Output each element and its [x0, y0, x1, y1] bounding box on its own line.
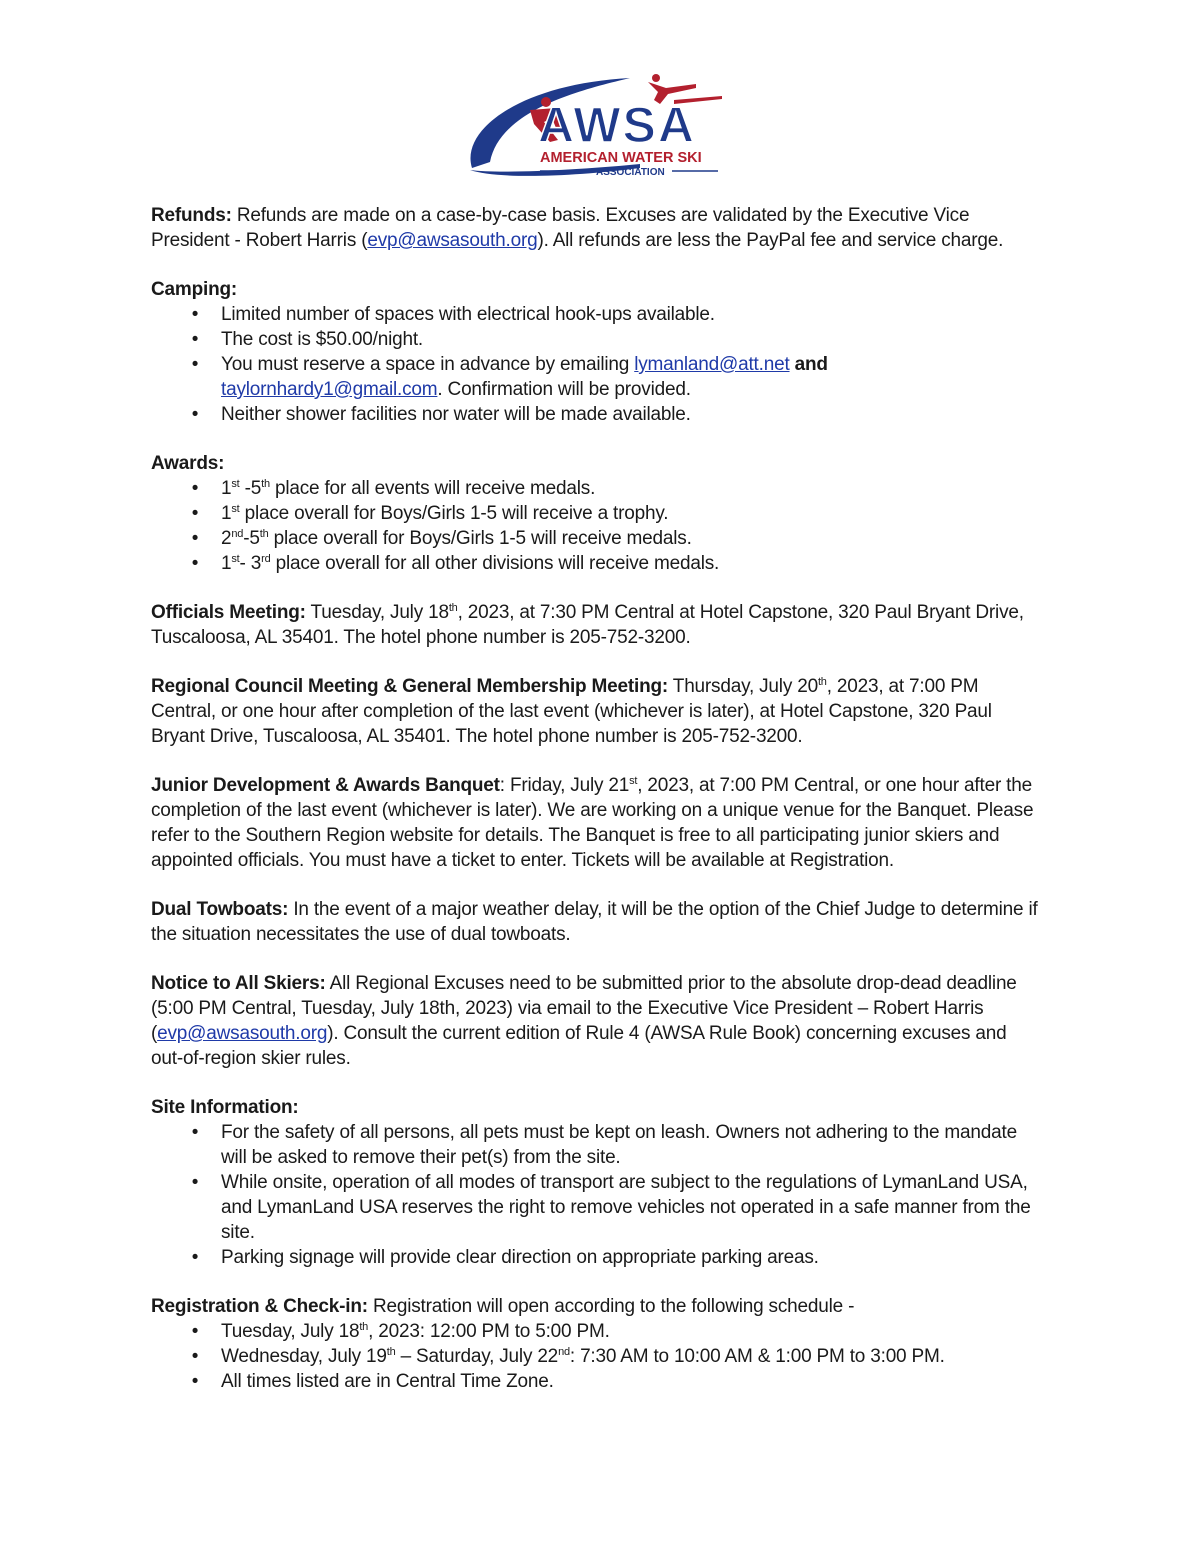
bullet-icon: •	[191, 1172, 199, 1193]
refunds-text-1: Refunds are made on a case-by-case basis. Excuses are validated by the Executive Vice President - Robert Harris (	[151, 205, 970, 251]
bullet-icon: •	[191, 1371, 199, 1392]
camping-heading: Camping:	[151, 279, 238, 300]
towboats-heading: Dual Towboats:	[151, 899, 289, 920]
awards-section	[151, 451, 1041, 576]
ordinal-sup: th	[817, 676, 827, 688]
list-item	[151, 1170, 1041, 1245]
awards-list	[151, 476, 1041, 576]
registration-list	[151, 1319, 1041, 1394]
registration-intro: Registration will open according to the following schedule -	[367, 1296, 855, 1317]
list-item	[151, 1369, 1041, 1394]
bullet-icon: •	[191, 478, 199, 499]
towboats-section	[151, 897, 1041, 947]
bullet-icon: •	[191, 553, 199, 574]
awards-text: place overall for Boys/Girls 1-5 will receive a trophy.	[239, 503, 669, 524]
notice-section	[151, 971, 1041, 1071]
ordinal-sup: nd	[231, 528, 244, 540]
ordinal-sup: st	[231, 553, 240, 565]
refunds-section	[151, 203, 1041, 253]
site-item-text: While onsite, operation of all modes of transport are subject to the regulations of LymanLand USA, and LymanLand USA reserves the right to remove vehicles not operated in a safe manner from the site.	[221, 1172, 1031, 1243]
ordinal-sup: th	[261, 478, 270, 490]
awards-text: 1	[221, 553, 232, 574]
awards-text: 1	[221, 478, 232, 499]
officials-text: , 2023, at 7:30 PM Central at Hotel Capstone, 320 Paul Bryant Drive, Tuscaloosa, AL 35401. The hotel phone number is 205-752-3200.	[151, 602, 1024, 648]
bullet-icon: •	[191, 1122, 199, 1143]
logo-sub: ASSOCIATION	[596, 167, 665, 178]
ordinal-sup: th	[386, 1346, 396, 1358]
site-info-section	[151, 1095, 1041, 1270]
banquet-section	[151, 773, 1041, 873]
awards-text: 1	[221, 503, 232, 524]
document-body	[151, 203, 1041, 1418]
refunds-text-2: ). All refunds are less the PayPal fee and service charge.	[537, 230, 1004, 251]
site-item-text: For the safety of all persons, all pets must be kept on leash. Owners not adhering to the mandate will be asked to remove their pet(s) from the site.	[221, 1122, 1017, 1168]
officials-text: Tuesday, July 18	[305, 602, 449, 623]
list-item	[151, 501, 1041, 526]
awards-text: place for all events will receive medals.	[269, 478, 596, 499]
bullet-icon: •	[191, 1346, 199, 1367]
site-heading: Site Information:	[151, 1097, 299, 1118]
towboats-paragraph	[151, 897, 1041, 947]
lymanland-email-link[interactable]: lymanland@att.net	[634, 354, 790, 375]
bullet-icon: •	[191, 329, 199, 350]
site-item-text: Parking signage will provide clear direction on appropriate parking areas.	[221, 1247, 819, 1268]
awards-text: - 3	[239, 553, 262, 574]
council-text: Thursday, July 20	[668, 676, 818, 697]
awards-text: -5	[239, 478, 262, 499]
officials-heading: Officials Meeting:	[151, 602, 306, 623]
and-text: and	[789, 354, 828, 375]
camping-item-text: You must reserve a space in advance by emailing	[221, 354, 635, 375]
banquet-text: , 2023, at 7:00 PM Central, or one hour after the completion of the last event (whichever is later). We are working on a unique venue for the Banquet. Please refer to the Southern Region website for details. The Banquet is free to all participating junior skiers and appointed officials. You must have a ticket to enter. Tickets will be available at Registration.	[151, 775, 1034, 871]
bullet-icon: •	[191, 304, 199, 325]
ordinal-sup: th	[259, 528, 269, 540]
awsa-logo	[460, 70, 732, 182]
ordinal-sup: th	[448, 602, 458, 614]
bullet-icon: •	[191, 354, 199, 375]
camping-item-text: Neither shower facilities nor water will be made available.	[221, 404, 691, 425]
notice-heading: Notice to All Skiers:	[151, 973, 326, 994]
list-item	[151, 327, 1041, 352]
council-paragraph	[151, 674, 1041, 749]
registration-text: Wednesday, July 19	[221, 1346, 387, 1367]
list-item	[151, 402, 1041, 427]
bullet-icon: •	[191, 528, 199, 549]
registration-paragraph	[151, 1294, 1041, 1319]
bullet-icon: •	[191, 1321, 199, 1342]
ordinal-sup: st	[629, 775, 638, 787]
site-list	[151, 1120, 1041, 1270]
camping-list	[151, 302, 1041, 427]
banquet-paragraph	[151, 773, 1041, 873]
list-item	[151, 302, 1041, 327]
ordinal-sup: st	[231, 503, 240, 515]
taylornhardy-email-link[interactable]: taylornhardy1@gmail.com	[221, 379, 438, 400]
registration-text: – Saturday, July 22	[395, 1346, 559, 1367]
officials-meeting-section	[151, 600, 1041, 650]
banquet-heading: Junior Development & Awards Banquet	[151, 775, 500, 796]
registration-heading: Registration & Check-in:	[151, 1296, 368, 1317]
awards-heading: Awards:	[151, 453, 225, 474]
camping-item-text: . Confirmation will be provided.	[437, 379, 691, 400]
bullet-icon: •	[191, 1247, 199, 1268]
notice-text: ). Consult the current edition of Rule 4 (AWSA Rule Book) concerning excuses and out-of-region skier rules.	[151, 1023, 1007, 1069]
list-item	[151, 1319, 1041, 1344]
registration-section	[151, 1294, 1041, 1394]
list-item	[151, 1120, 1041, 1170]
list-item	[151, 526, 1041, 551]
bullet-icon: •	[191, 404, 199, 425]
registration-text: : 7:30 AM to 10:00 AM & 1:00 PM to 3:00 PM.	[569, 1346, 945, 1367]
camping-item-text: Limited number of spaces with electrical hook-ups available.	[221, 304, 715, 325]
towboats-text: In the event of a major weather delay, it will be the option of the Chief Judge to determine if the situation necessitates the use of dual towboats.	[151, 899, 1038, 945]
list-item	[151, 476, 1041, 501]
list-item	[151, 1344, 1041, 1369]
notice-email-link[interactable]: evp@awsasouth.org	[157, 1023, 328, 1044]
bullet-icon: •	[191, 503, 199, 524]
awards-text: 2	[221, 528, 232, 549]
camping-item-text: The cost is $50.00/night.	[221, 329, 424, 350]
refunds-email-link[interactable]: evp@awsasouth.org	[367, 230, 538, 251]
awards-text: place overall for all other divisions will receive medals.	[270, 553, 720, 574]
logo-acronym: AWSA	[538, 97, 696, 153]
notice-text: All Regional Excuses need to be submitted prior to the absolute drop-dead deadline (5:00 PM Central, Tuesday, July 18th, 2023) via email to the Executive Vice President – Robert Harris (	[151, 973, 1017, 1044]
officials-paragraph	[151, 600, 1041, 650]
ordinal-sup: nd	[558, 1346, 570, 1358]
council-heading: Regional Council Meeting & General Membership Meeting:	[151, 676, 669, 697]
logo-name: AMERICAN WATER SKI	[540, 150, 702, 166]
list-item	[151, 1245, 1041, 1270]
council-text: , 2023, at 7:00 PM Central, or one hour after completion of the last event (whichever is later), at Hotel Capstone, 320 Paul Bryant Drive, Tuscaloosa, AL 35401. The hotel phone number is 205-752-3200.	[151, 676, 992, 747]
awards-text: place overall for Boys/Girls 1-5 will receive medals.	[268, 528, 692, 549]
list-item	[151, 352, 1041, 402]
registration-text: Tuesday, July 18	[221, 1321, 360, 1342]
notice-paragraph	[151, 971, 1041, 1071]
ordinal-sup: st	[231, 478, 240, 490]
council-meeting-section	[151, 674, 1041, 749]
registration-text: , 2023: 12:00 PM to 5:00 PM.	[368, 1321, 610, 1342]
list-item	[151, 551, 1041, 576]
registration-text: All times listed are in Central Time Zone.	[221, 1371, 554, 1392]
awards-text: -5	[243, 528, 260, 549]
ordinal-sup: rd	[261, 553, 271, 565]
camping-section	[151, 277, 1041, 427]
awsa-logo-graphic	[460, 70, 732, 182]
ordinal-sup: th	[359, 1321, 369, 1333]
refunds-paragraph	[151, 203, 1041, 253]
banquet-text: : Friday, July 21	[499, 775, 630, 796]
refunds-heading: Refunds:	[151, 205, 232, 226]
